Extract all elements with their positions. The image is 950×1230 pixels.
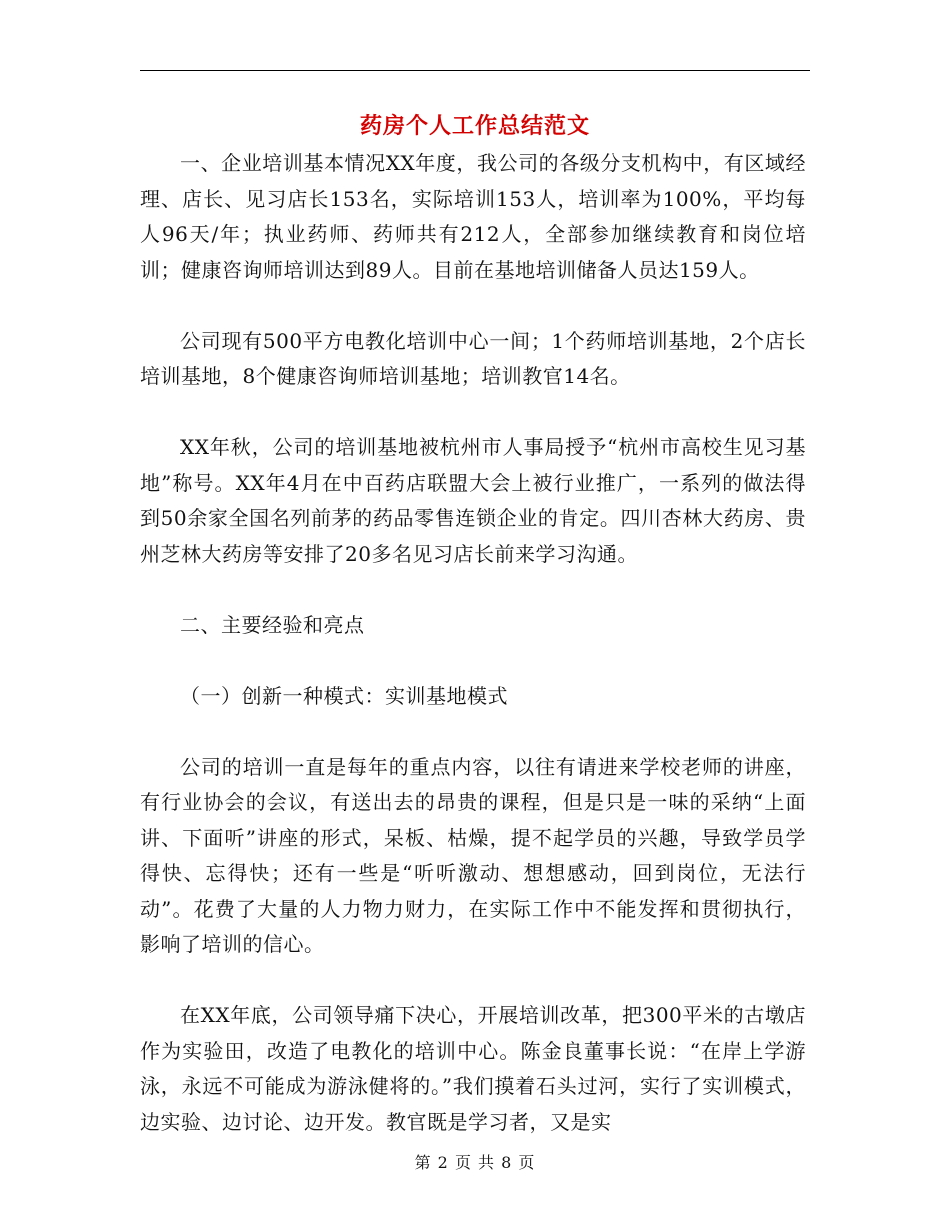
paragraph-base-recognition: XX年秋，公司的培训基地被杭州市人事局授予“杭州市高校生见习基地”称号。XX年4月在中百药店联盟大会上被行业推广，一系列的做法得到50余家全国名列前茅的药品零售连锁企业的肯定。四川杏林大药房、贵州芝林大药房等安排了20多名见习店长前来学习沟通。 (140, 435, 806, 566)
paragraph-past-training: 公司的培训一直是每年的重点内容，以往有请进来学校老师的讲座，有行业协会的会议，有送出去的昂贵的课程，但是只是一味的采纳“上面讲、下面听”讲座的形式，呆板、枯燥，提不起学员的兴趣，导致学员学得快、忘得快；还有一些是“听听激动、想想感动，回到岗位，无法行动”。花费了大量的人力物力财力，在实际工作中不能发挥和贯彻执行，影响了培训的信心。 (140, 754, 806, 956)
paragraph-training-reform: 在XX年底，公司领导痛下决心，开展培训改革，把300平米的古墩店作为实验田，改造了电教化的培训中心。陈金良董事长说：“在岸上学游泳，永远不可能成为游泳健将的。”我们摸着石头过河，实行了实训模式，边实验、边讨论、边开发。教官既是学习者，又是实 (140, 1003, 806, 1134)
paragraph-training-overview: 一、企业培训基本情况XX年度，我公司的各级分支机构中，有区域经理、店长、见习店长153名，实际培训153人，培训率为100%，平均每人96天/年；执业药师、药师共有212人，全部参加继续教育和岗位培训；健康咨询师培训达到89人。目前在基地培训储备人员达159人。 (140, 151, 806, 282)
paragraph-training-facilities: 公司现有500平方电教化培训中心一间；1个药师培训基地，2个店长培训基地，8个健康咨询师培训基地；培训教官14名。 (140, 328, 806, 388)
document-body (140, 146, 806, 1140)
section-heading-experience: 二、主要经验和亮点 (180, 612, 365, 637)
subsection-heading-model: （一）创新一种模式：实训基地模式 (180, 683, 508, 708)
document-title: 药房个人工作总结范文 (359, 113, 590, 139)
page-footer: 第 2 页 共 8 页 (414, 1153, 536, 1172)
header-rule (140, 70, 810, 71)
